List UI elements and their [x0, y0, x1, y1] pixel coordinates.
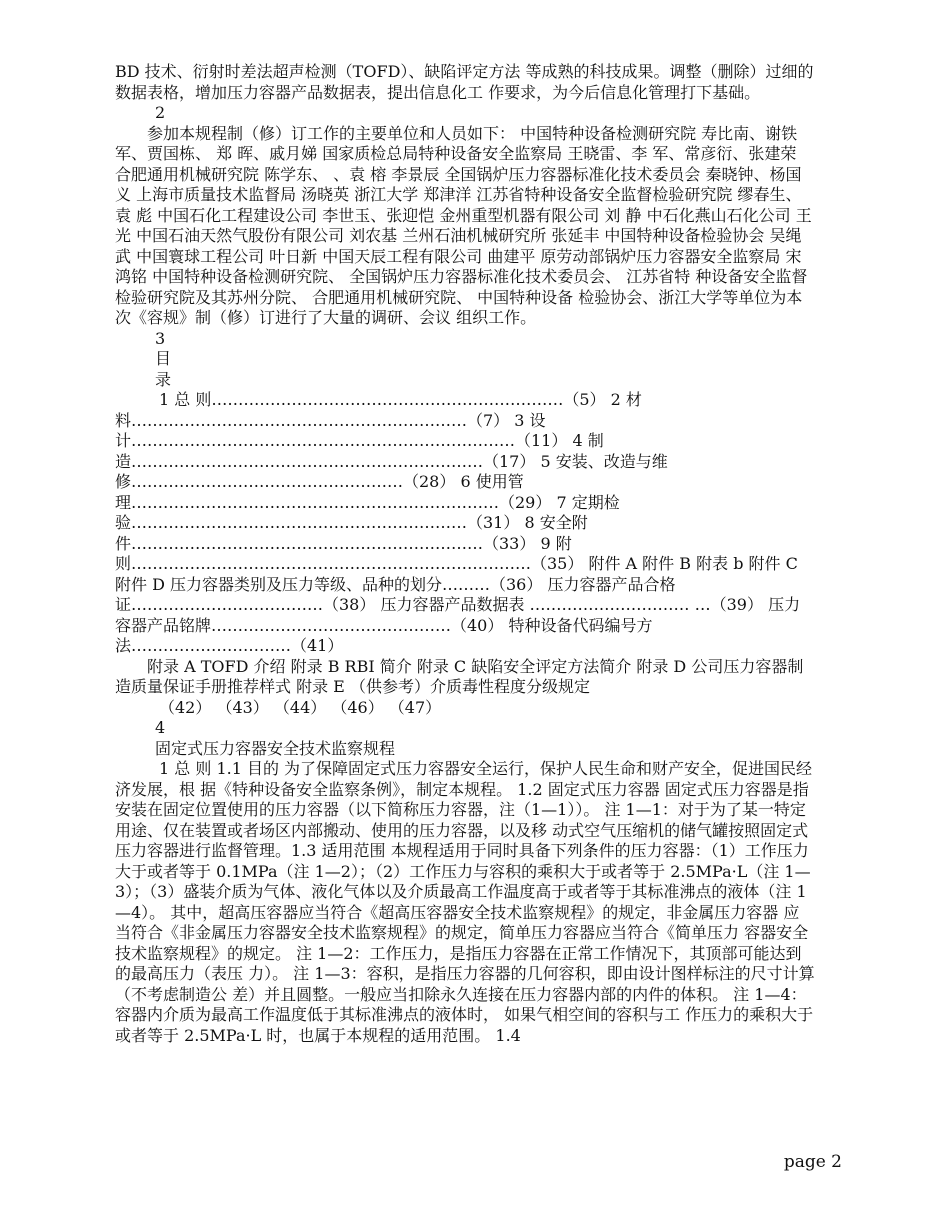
- page-footer: page 2: [783, 1152, 842, 1172]
- toc-heading-char1: 目: [155, 349, 172, 368]
- paragraph-participants: 参加本规程制（修）订工作的主要单位和人员如下： 中国特种设备检测研究院 寿比南、谢铁军、贾国栋、 郑 晖、戚月娣 国家质检总局特种设备安全监察局 王晓雷、李 军、常彦衍、张建荣 合肥通用机械研究院 陈学东、 、袁 榕 李景辰 全国锅炉压力容器标准化技术委员会 秦晓钟、杨国义 上海市质量技术监督局 汤晓英 浙江大学 郑津洋 江苏省特种设备安全监督检验研究院 缪春生、袁 彪 中国石化工程建设公司 李世玉、张迎恺 金州重型机器有限公司 刘 静 中石化燕山石化公司 王 光 中国石油天然气股份有限公司 刘农基 兰州石油机械研究所 张延丰 中国特种设备检验协会 吴绳武 中国寰球工程公司 叶日新 中国天辰工程有限公司 曲建平 原劳动部锅炉压力容器安全监察局 宋鸿铭 中国特种设备检测研究院、 全国锅炉压力容器标准化技术委员会、 江苏省特 种设备安全监督检验研究院及其苏州分院、 合肥通用机械研究院、 中国特种设备 检验协会、浙江大学等单位为本次《容规》制（修）订进行了大量的调研、会议 组织工作。: [115, 123, 812, 327]
- toc-heading-char2: 录: [155, 369, 172, 389]
- preface-page-number: 2: [155, 103, 166, 122]
- chapter-1-general: 1 总 则 1.1 目的 为了保障固定式压力容器安全运行，保护人民生命和财产安全，促进国民经济发展，根 据《特种设备安全监察条例》，制定本规程。 1.2 固定式压力容器 固定式压力容器是指安装在固定位置使用的压力容器（以下简称压力容器，注（1—1））。 注 1—1：对于为了某一特定用途、仅在装置或者场区内部搬动、使用的压力容器，以及移 动式空气压缩机的储气罐按照固定式压力容器进行监督管理。1.3 适用范围 本规程适用于同时具备下列条件的压力容器：（1）工作压力大于或者等于 0.1MPa（注 1—2）；（2）工作压力与容积的乘积大于或者等于 2.5MPa·L（注 1—3）；（3）盛装介质为气体、液化气体以及介质最高工作温度高于或者等于其标准沸点的液体（注 1—4）。 其中，超高压容器应当符合《超高压容器安全技术监察规程》的规定，非金属压力容器 应当符合《非金属压力容器安全技术监察规程》的规定，简单压力容器应当符合《简单压力 容器安全技术监察规程》的规定。 注 1—2：工作压力，是指压力容器在正常工作情况下，其顶部可能达到的最高压力（表压 力）。 注 1—3：容积，是指压力容器的几何容积，即由设计图样标注的尺寸计算（不考虑制造公 差）并且圆整。一般应当扣除永久连接在压力容器内部的内件的体积。 注 1—4： 容器内介质为最高工作温度低于其标准沸点的液体时， 如果气相空间的容积与工 作压力的乘积大于或者等于 2.5MPa·L 时，也属于本规程的适用范围。 1.4: [115, 759, 815, 1045]
- paragraph-intro-tail: BD 技术、衍射时差法超声检测（TOFD）、缺陷评定方法 等成熟的科技成果。调整（删除）过细的数据表格，增加压力容器产品数据表，提出信息化工 作要求，为今后信息化管理打下基础。: [115, 62, 814, 102]
- preface-page-number: 4: [155, 718, 166, 737]
- preface-page-number: 3: [155, 328, 166, 348]
- toc-appendix-pages: （42） （43） （44） （46） （47）: [159, 697, 442, 717]
- document-body: [115, 62, 815, 1046]
- toc-appendices: 附录 A TOFD 介绍 附录 B RBI 简介 附录 C 缺陷安全评定方法简介 附录 D 公司压力容器制造质量保证手册推荐样式 附录 E （供参考）介质毒性程度分级规定: [115, 656, 804, 696]
- document-title: 固定式压力容器安全技术监察规程: [155, 738, 396, 758]
- table-of-contents: 1 总 则…………………………………………………………（5） 2 材 料………………………………………………………（7） 3 设 计………………………………………………………………（11） 4 制 造…………………………………………………………（17） 5 安装、改造与维修……………………………………………（28） 6 使用管理……………………………………………………………（29） 7 定期检验………………………………………………………（31） 8 安全附件…………………………………………………………（33） 9 附 则…………………………………………………………………（35） 附件 A 附件 B 附表 b 附件 C 附件 D 压力容器类别及压力等级、品种的划分………（36） 压力容器产品合格证………………………………（38） 压力容器产品数据表 ………………………… …（39） 压力容器产品铭牌………………………………………（40） 特种设备代码编号方法…………………………（41）: [115, 390, 801, 655]
